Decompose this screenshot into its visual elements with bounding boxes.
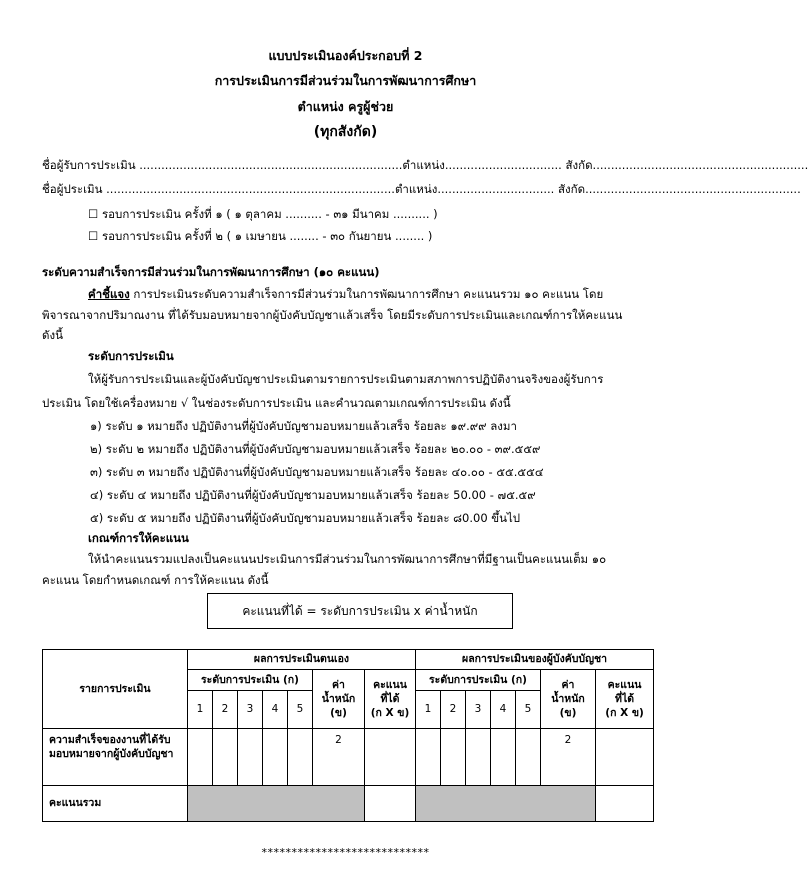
sup-level-col-4: 4 <box>491 691 516 729</box>
self-level-col-1: 1 <box>188 691 213 729</box>
evaluee-affiliation-label: สังกัด <box>565 158 593 172</box>
self-score-header <box>365 670 416 729</box>
level-heading: ระดับการประเมิน <box>88 349 174 363</box>
sup-weight-l2: น้ำหนัก <box>551 692 585 705</box>
group-header-self: ผลการประเมินตนเอง <box>188 650 416 670</box>
explain-text1: การประเมินระดับความสำเร็จการมีส่วนร่วมในการพัฒนาการศึกษา คะแนนรวม ๑๐ คะแนน โดย <box>129 287 604 301</box>
evaluee-blank[interactable]: ........................................................................ <box>135 158 403 172</box>
level-intro-line2: ประเมิน โดยใช้เครื่องหมาย √ ในช่องระดับการประเมิน และคำนวณตามเกณฑ์การประเมิน ดังนี้ <box>42 396 511 410</box>
self-level-col-4: 4 <box>263 691 288 729</box>
self-score-l2: ที่ได้ <box>380 692 400 705</box>
sup-weight-l3: (ข) <box>559 707 577 720</box>
row-item-label <box>43 729 188 786</box>
sup-score-l1: คะแนน <box>607 678 642 691</box>
self-weight-l2: น้ำหนัก <box>321 692 356 705</box>
sup-total-cell[interactable] <box>596 786 654 822</box>
self-weight-l1: ค่า <box>332 678 345 691</box>
level-item-5: ๕) ระดับ ๕ หมายถึง ปฏิบัติงานที่ผู้บังคับบัญชามอบหมายแล้วเสร็จ ร้อยละ ๘0.00 ขึ้นไป <box>90 511 521 525</box>
level-intro-line1: ให้ผู้รับการประเมินและผู้บังคับบัญชาประเมินตามรายการประเมินตามสภาพการปฏิบัติงานจริงของผู้รับการ <box>88 372 604 386</box>
explain-line3: ดังนี้ <box>42 328 63 342</box>
criteria-heading: เกณฑ์การให้คะแนน <box>88 531 189 545</box>
sup-score-l3: (ก X ข) <box>605 707 644 720</box>
evaluator-position-label: ตำแหน่ง <box>394 182 438 196</box>
self-level-header: ระดับการประเมิน (ก) <box>188 670 313 691</box>
sup-level-cell-5[interactable] <box>516 729 541 786</box>
self-score-cell[interactable] <box>365 729 416 786</box>
table-row-total <box>43 786 654 822</box>
sup-level-cell-4[interactable] <box>491 729 516 786</box>
self-level-col-5: 5 <box>288 691 313 729</box>
self-level-cell-1[interactable] <box>188 729 213 786</box>
sup-weight-value: 2 <box>541 729 596 786</box>
self-total-cell[interactable] <box>365 786 416 822</box>
self-weight-l3: (ข) <box>330 707 347 720</box>
score-table <box>42 649 654 822</box>
sup-level-col-2: 2 <box>441 691 466 729</box>
sup-score-l2: ที่ได้ <box>615 692 635 705</box>
sup-level-cell-1[interactable] <box>416 729 441 786</box>
evaluator-position-blank[interactable]: ................................ <box>437 182 555 196</box>
criteria-line1: ให้นำคะแนนรวมแปลงเป็นคะแนนประเมินการมีส่วนร่วมในการพัฒนาการศึกษาที่มีฐานเป็นคะแนนเต็ม ๑๐ <box>88 552 607 566</box>
evaluee-position-blank[interactable]: ................................ <box>444 158 562 172</box>
sup-level-col-1: 1 <box>416 691 441 729</box>
sup-level-cell-3[interactable] <box>466 729 491 786</box>
level-item-3: ๓) ระดับ ๓ หมายถึง ปฏิบัติงานที่ผู้บังคับบัญชามอบหมายแล้วเสร็จ ร้อยละ ๔๐.๐๐ - ๕๕.๕๕๔ <box>90 465 544 479</box>
self-level-col-3: 3 <box>238 691 263 729</box>
affiliation-note: (ทุกสังกัด) <box>313 124 378 140</box>
evaluee-line <box>42 157 808 175</box>
explain-line2: พิจารณาจากปริมาณงาน ที่ได้รับมอบหมายจากผู้บังคับบัญชาแล้วเสร็จ โดยมีระดับการประเมินและเกณฑ์การให้คะแนน <box>42 308 623 322</box>
level-item-1: ๑) ระดับ ๑ หมายถึง ปฏิบัติงานที่ผู้บังคับบัญชามอบหมายแล้วเสร็จ ร้อยละ ๑๙.๙๙ ลงมา <box>90 419 517 433</box>
evaluator-blank[interactable]: ............................................................................... <box>102 182 395 196</box>
sup-score-cell[interactable] <box>596 729 654 786</box>
group-header-supervisor: ผลการประเมินของผู้บังคับบัญชา <box>416 650 654 670</box>
row-item-l2: มอบหมายจากผู้บังคับบัญชา <box>49 748 174 761</box>
row-item-l1: ความสำเร็จของงานที่ได้รับ <box>49 734 171 746</box>
round1-label: รอบการประเมิน ครั้งที่ ๑ ( ๑ ตุลาคม .......... - ๓๑ มีนาคม .......... ) <box>101 207 438 221</box>
self-score-l1: คะแนน <box>373 678 407 691</box>
self-total-shaded <box>188 786 365 822</box>
round2-row[interactable] <box>88 228 432 246</box>
self-level-cell-3[interactable] <box>238 729 263 786</box>
sup-weight-l1: ค่า <box>561 678 575 691</box>
form-subtitle: การประเมินการมีส่วนร่วมในการพัฒนาการศึกษา <box>214 73 477 88</box>
col-header-items: รายการประเมิน <box>43 650 188 729</box>
position-title: ตำแหน่ง ครูผู้ช่วย <box>297 99 394 114</box>
evaluator-affiliation-label: สังกัด <box>557 182 586 196</box>
level-item-4: ๔) ระดับ ๔ หมายถึง ปฏิบัติงานที่ผู้บังคับบัญชามอบหมายแล้วเสร็จ ร้อยละ 50.00 - ๗๕.๕๙ <box>90 488 536 502</box>
sup-score-header <box>596 670 654 729</box>
evaluator-label: ชื่อผู้ประเมิน <box>42 182 103 196</box>
round2-label: รอบการประเมิน ครั้งที่ ๒ ( ๑ เมษายน ........ - ๓๐ กันยายน ........ ) <box>101 229 433 243</box>
evaluee-position-label: ตำแหน่ง <box>402 158 445 172</box>
table-row <box>43 729 654 786</box>
explain-line1 <box>88 286 603 304</box>
evaluee-label: ชื่อผู้รับการประเมิน <box>42 158 136 172</box>
round1-checkbox[interactable]: ☐ <box>88 207 99 221</box>
sup-level-col-3: 3 <box>466 691 491 729</box>
form-title: แบบประเมินองค์ประกอบที่ 2 <box>268 48 423 63</box>
sup-level-cell-2[interactable] <box>441 729 466 786</box>
self-level-cell-2[interactable] <box>213 729 238 786</box>
footer-separator: **************************** <box>261 846 430 859</box>
self-level-cell-5[interactable] <box>288 729 313 786</box>
sup-total-shaded <box>416 786 596 822</box>
explain-label: คำชี้แจง <box>88 287 130 301</box>
self-level-col-2: 2 <box>213 691 238 729</box>
total-label: คะแนนรวม <box>43 786 188 822</box>
level-item-2: ๒) ระดับ ๒ หมายถึง ปฏิบัติงานที่ผู้บังคับบัญชามอบหมายแล้วเสร็จ ร้อยละ ๒๐.๐๐ - ๓๙.๕๕๙ <box>90 442 541 456</box>
self-weight-header <box>313 670 365 729</box>
criteria-line2: คะแนน โดยกำหนดเกณฑ์ การให้คะแนน ดังนี้ <box>42 573 269 587</box>
section-heading: ระดับความสำเร็จการมีส่วนร่วมในการพัฒนาการศึกษา (๑๐ คะแนน) <box>42 265 380 279</box>
round1-row[interactable] <box>88 206 438 224</box>
score-formula-box: คะแนนที่ได้ = ระดับการประเมิน x ค่าน้ำหนัก <box>207 593 513 629</box>
sup-level-header: ระดับการประเมิน (ก) <box>416 670 541 691</box>
evaluator-affiliation-blank[interactable]: ........................................................... <box>585 182 801 196</box>
evaluee-affiliation-blank[interactable]: ........................................................... <box>592 158 808 172</box>
self-score-l3: (ก X ข) <box>370 707 410 720</box>
round2-checkbox[interactable]: ☐ <box>88 229 99 243</box>
self-weight-value: 2 <box>313 729 365 786</box>
sup-level-col-5: 5 <box>516 691 541 729</box>
sup-weight-header <box>541 670 596 729</box>
self-level-cell-4[interactable] <box>263 729 288 786</box>
evaluator-line <box>42 181 801 199</box>
